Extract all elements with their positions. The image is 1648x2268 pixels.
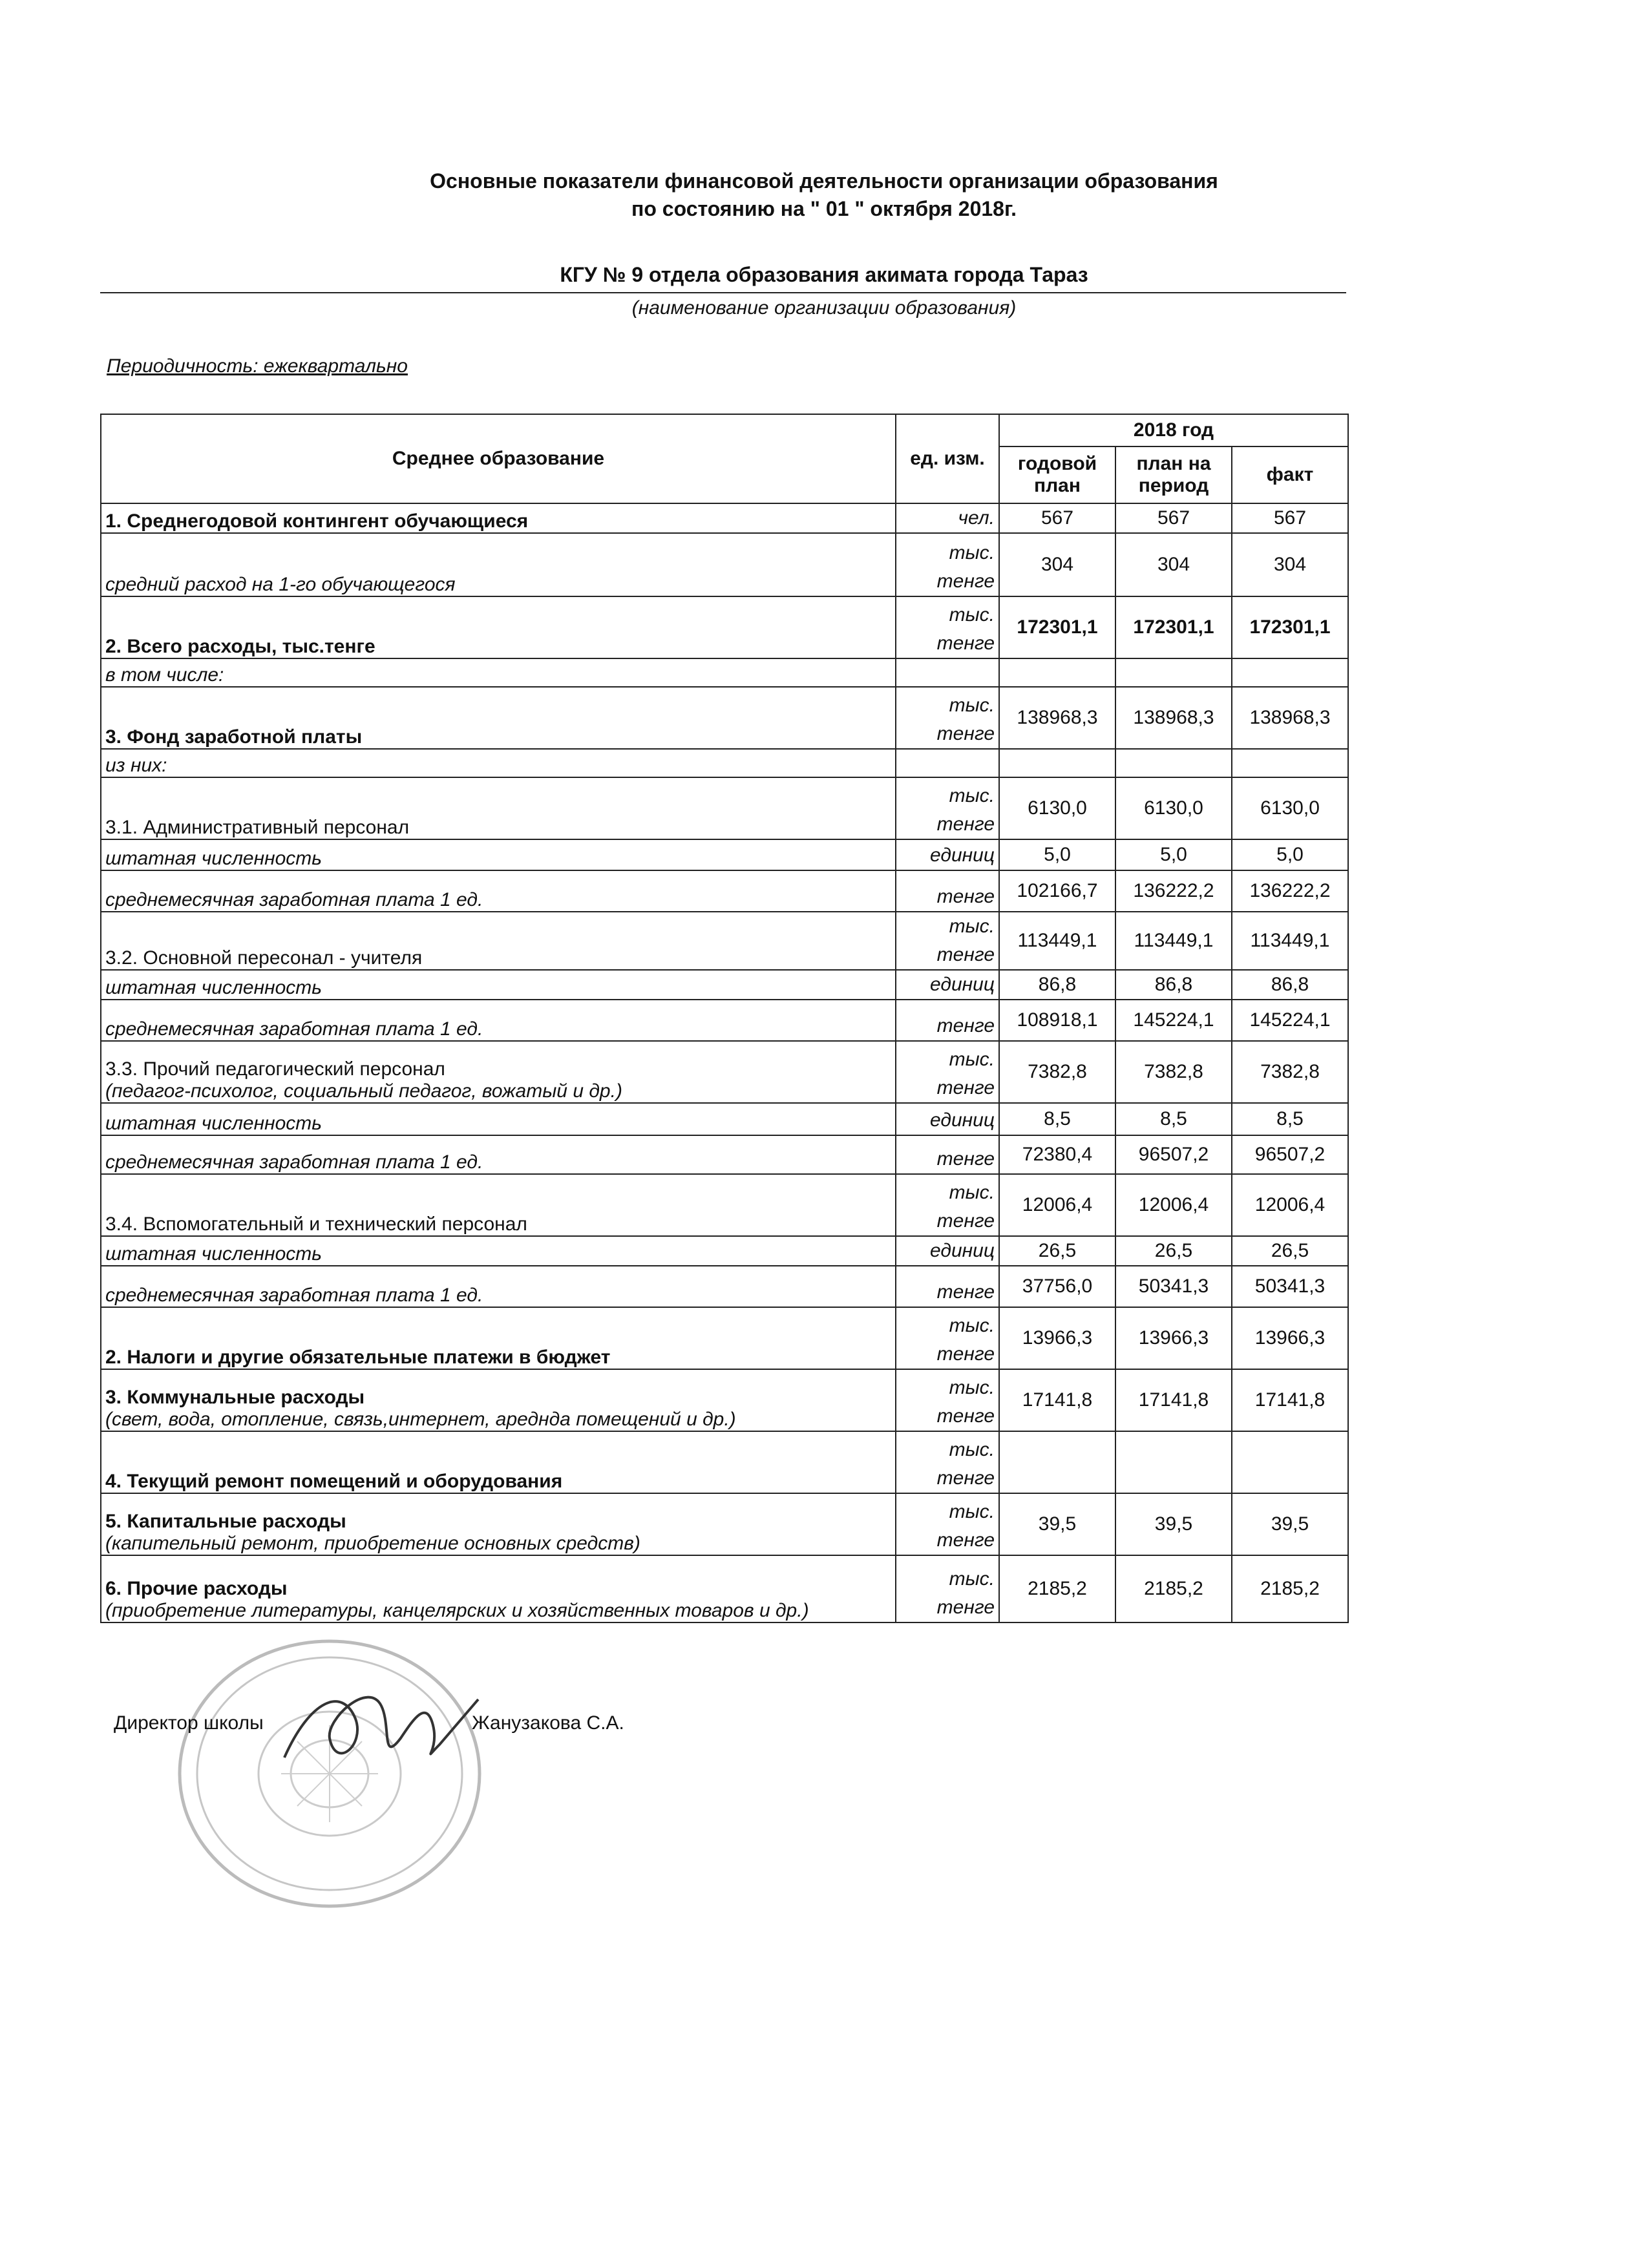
cell-period-plan: 567 <box>1115 503 1232 533</box>
row-name <box>101 777 896 839</box>
row-name <box>101 1493 896 1555</box>
row-name <box>101 1307 896 1369</box>
cell-annual-plan <box>999 1431 1115 1493</box>
cell-period-plan: 26,5 <box>1115 1236 1232 1266</box>
row-name <box>101 1103 896 1135</box>
row-unit: единиц <box>896 1236 999 1266</box>
row-unit: тыс. тенге <box>896 777 999 839</box>
row-label: штатная численность <box>105 1113 322 1134</box>
cell-annual-plan: 108918,1 <box>999 1000 1115 1041</box>
cell-annual-plan: 8,5 <box>999 1103 1115 1135</box>
cell-fact <box>1232 1431 1348 1493</box>
row-name <box>101 1041 896 1103</box>
row-label: 4. Текущий ремонт помещений и оборудования <box>105 1471 563 1492</box>
cell-annual-plan: 113449,1 <box>999 912 1115 970</box>
cell-annual-plan: 138968,3 <box>999 687 1115 749</box>
row-unit: тыс. тенге <box>896 1431 999 1493</box>
row-name <box>101 1369 896 1431</box>
cell-period-plan: 172301,1 <box>1115 596 1232 658</box>
header-unit: ед. изм. <box>896 414 999 503</box>
row-label: 3.2. Основной пересонал - учителя <box>105 947 423 969</box>
row-unit: тыс. тенге <box>896 912 999 970</box>
cell-fact: 7382,8 <box>1232 1041 1348 1103</box>
cell-fact: 5,0 <box>1232 839 1348 870</box>
table-row <box>101 749 1348 777</box>
cell-annual-plan: 86,8 <box>999 970 1115 1000</box>
cell-fact: 13966,3 <box>1232 1307 1348 1369</box>
cell-fact: 12006,4 <box>1232 1174 1348 1236</box>
cell-period-plan <box>1115 658 1232 687</box>
row-label: среднемесячная заработная плата 1 ед. <box>105 1151 483 1173</box>
cell-fact <box>1232 658 1348 687</box>
cell-annual-plan: 172301,1 <box>999 596 1115 658</box>
cell-fact: 26,5 <box>1232 1236 1348 1266</box>
cell-period-plan: 8,5 <box>1115 1103 1232 1135</box>
row-label: штатная численность <box>105 977 322 998</box>
cell-annual-plan: 7382,8 <box>999 1041 1115 1103</box>
row-label: 3.1. Административный персонал <box>105 817 410 838</box>
cell-fact: 172301,1 <box>1232 596 1348 658</box>
header-annual-plan: годовой план <box>999 446 1115 503</box>
row-name <box>101 1135 896 1174</box>
row-label: 6. Прочие расходы <box>105 1578 288 1599</box>
cell-annual-plan: 102166,7 <box>999 870 1115 912</box>
row-label: штатная численность <box>105 1243 322 1265</box>
row-name <box>101 749 896 777</box>
row-name <box>101 839 896 870</box>
row-label: 3.4. Вспомогательный и технический персонал <box>105 1213 527 1235</box>
cell-annual-plan: 26,5 <box>999 1236 1115 1266</box>
row-label: штатная численность <box>105 848 322 869</box>
cell-annual-plan: 13966,3 <box>999 1307 1115 1369</box>
table-row <box>101 596 1348 658</box>
row-label: среднемесячная заработная плата 1 ед. <box>105 889 483 910</box>
table-row <box>101 533 1348 596</box>
table-row <box>101 687 1348 749</box>
row-unit: тыс. тенге <box>896 1369 999 1431</box>
cell-period-plan: 12006,4 <box>1115 1174 1232 1236</box>
row-unit <box>896 749 999 777</box>
row-unit: тыс. тенге <box>896 1307 999 1369</box>
table-row <box>101 1266 1348 1307</box>
row-label: 3.3. Прочий педагогический персонал <box>105 1058 445 1080</box>
row-unit: тыс. тенге <box>896 1041 999 1103</box>
table-row <box>101 912 1348 970</box>
cell-fact: 136222,2 <box>1232 870 1348 912</box>
cell-annual-plan: 567 <box>999 503 1115 533</box>
table-row <box>101 1431 1348 1493</box>
table-row <box>101 1555 1348 1622</box>
row-unit: единиц <box>896 970 999 1000</box>
cell-annual-plan: 2185,2 <box>999 1555 1115 1622</box>
row-name <box>101 1555 896 1622</box>
table-row <box>101 839 1348 870</box>
periodicity-label: Периодичность: ежеквартально <box>107 355 408 377</box>
cell-period-plan: 113449,1 <box>1115 912 1232 970</box>
cell-fact: 113449,1 <box>1232 912 1348 970</box>
cell-period-plan: 17141,8 <box>1115 1369 1232 1431</box>
row-label: 3. Фонд заработной платы <box>105 726 363 748</box>
document-title: Основные показатели финансовой деятельности организации образования <box>430 169 1218 193</box>
row-name <box>101 970 896 1000</box>
cell-period-plan: 6130,0 <box>1115 777 1232 839</box>
cell-annual-plan: 72380,4 <box>999 1135 1115 1174</box>
row-name <box>101 503 896 533</box>
table-row <box>101 1236 1348 1266</box>
table-row <box>101 1369 1348 1431</box>
row-unit: тыс. тенге <box>896 1174 999 1236</box>
row-name <box>101 870 896 912</box>
row-label: среднемесячная заработная плата 1 ед. <box>105 1285 483 1306</box>
director-name: Жанузакова С.А. <box>472 1712 624 1734</box>
row-label: средний расход на 1-го обучающегося <box>105 574 456 595</box>
cell-fact: 39,5 <box>1232 1493 1348 1555</box>
row-name <box>101 1174 896 1236</box>
organization-caption: (наименование организации образования) <box>631 297 1017 319</box>
row-label: 2. Всего расходы, тыс.тенге <box>105 636 375 657</box>
cell-fact: 145224,1 <box>1232 1000 1348 1041</box>
cell-period-plan: 50341,3 <box>1115 1266 1232 1307</box>
table-row <box>101 503 1348 533</box>
table-row <box>101 658 1348 687</box>
row-name <box>101 687 896 749</box>
row-label: в том числе: <box>105 664 224 686</box>
cell-annual-plan: 37756,0 <box>999 1266 1115 1307</box>
row-label: из них: <box>105 755 167 776</box>
cell-fact: 304 <box>1232 533 1348 596</box>
row-unit <box>896 658 999 687</box>
row-name <box>101 533 896 596</box>
cell-annual-plan: 304 <box>999 533 1115 596</box>
row-unit: тенге <box>896 1266 999 1307</box>
table-row <box>101 1493 1348 1555</box>
header-name: Среднее образование <box>101 414 896 503</box>
row-unit: тенге <box>896 1000 999 1041</box>
cell-fact: 567 <box>1232 503 1348 533</box>
cell-annual-plan: 17141,8 <box>999 1369 1115 1431</box>
row-unit: тыс. тенге <box>896 596 999 658</box>
cell-fact: 50341,3 <box>1232 1266 1348 1307</box>
cell-period-plan: 136222,2 <box>1115 870 1232 912</box>
table-row <box>101 777 1348 839</box>
cell-fact: 86,8 <box>1232 970 1348 1000</box>
cell-fact: 8,5 <box>1232 1103 1348 1135</box>
header-fact: факт <box>1232 446 1348 503</box>
table-row <box>101 1000 1348 1041</box>
organization-name: КГУ № 9 отдела образования акимата города Тараз <box>560 263 1088 286</box>
cell-fact <box>1232 749 1348 777</box>
cell-period-plan: 138968,3 <box>1115 687 1232 749</box>
table-row <box>101 870 1348 912</box>
row-unit: тенге <box>896 1135 999 1174</box>
row-name <box>101 658 896 687</box>
row-unit: тыс. тенге <box>896 1493 999 1555</box>
table-row <box>101 1041 1348 1103</box>
row-note: (свет, вода, отопление, связь,интернет, ареднда помещений и др.) <box>105 1409 736 1430</box>
cell-period-plan: 7382,8 <box>1115 1041 1232 1103</box>
table-row <box>101 1174 1348 1236</box>
organization-underline <box>100 292 1346 293</box>
row-unit: тыс. тенге <box>896 533 999 596</box>
row-label: 2. Налоги и другие обязательные платежи в бюджет <box>105 1347 611 1368</box>
row-name <box>101 1266 896 1307</box>
row-note: (приобретение литературы, канцелярских и хозяйственных товаров и др.) <box>105 1600 809 1621</box>
table-row <box>101 1103 1348 1135</box>
financial-indicators-table <box>100 414 1349 1623</box>
header-period-plan: план на период <box>1115 446 1232 503</box>
row-name <box>101 1236 896 1266</box>
director-signature <box>271 1661 491 1790</box>
cell-annual-plan <box>999 658 1115 687</box>
row-unit: тыс. тенге <box>896 1555 999 1622</box>
table-row <box>101 1135 1348 1174</box>
director-title: Директор школы <box>114 1712 264 1734</box>
row-name <box>101 1000 896 1041</box>
cell-annual-plan: 5,0 <box>999 839 1115 870</box>
cell-period-plan: 96507,2 <box>1115 1135 1232 1174</box>
cell-period-plan: 13966,3 <box>1115 1307 1232 1369</box>
cell-fact: 6130,0 <box>1232 777 1348 839</box>
row-label: 5. Капитальные расходы <box>105 1511 346 1532</box>
cell-period-plan: 304 <box>1115 533 1232 596</box>
row-unit: тенге <box>896 870 999 912</box>
header-year: 2018 год <box>999 414 1348 446</box>
cell-period-plan: 145224,1 <box>1115 1000 1232 1041</box>
cell-fact: 96507,2 <box>1232 1135 1348 1174</box>
row-note: (педагог-психолог, социальный педагог, вожатый и др.) <box>105 1080 622 1102</box>
row-label: среднемесячная заработная плата 1 ед. <box>105 1018 483 1040</box>
row-unit: единиц <box>896 1103 999 1135</box>
cell-period-plan: 86,8 <box>1115 970 1232 1000</box>
row-name <box>101 912 896 970</box>
cell-period-plan <box>1115 1431 1232 1493</box>
row-name <box>101 1431 896 1493</box>
cell-period-plan: 39,5 <box>1115 1493 1232 1555</box>
cell-period-plan: 2185,2 <box>1115 1555 1232 1622</box>
cell-fact: 2185,2 <box>1232 1555 1348 1622</box>
cell-annual-plan: 39,5 <box>999 1493 1115 1555</box>
cell-fact: 17141,8 <box>1232 1369 1348 1431</box>
cell-annual-plan: 12006,4 <box>999 1174 1115 1236</box>
cell-period-plan: 5,0 <box>1115 839 1232 870</box>
document-date: по состоянию на " 01 " октября 2018г. <box>631 197 1017 220</box>
row-unit: чел. <box>896 503 999 533</box>
table-row <box>101 1307 1348 1369</box>
row-label: 3. Коммунальные расходы <box>105 1387 365 1408</box>
row-note: (капительный ремонт, приобретение основных средств) <box>105 1533 640 1554</box>
cell-annual-plan: 6130,0 <box>999 777 1115 839</box>
cell-fact: 138968,3 <box>1232 687 1348 749</box>
row-name <box>101 596 896 658</box>
row-unit: тыс. тенге <box>896 687 999 749</box>
cell-period-plan <box>1115 749 1232 777</box>
cell-annual-plan <box>999 749 1115 777</box>
table-row <box>101 970 1348 1000</box>
row-label: 1. Среднегодовой контингент обучающиеся <box>105 510 529 532</box>
row-unit: единиц <box>896 839 999 870</box>
